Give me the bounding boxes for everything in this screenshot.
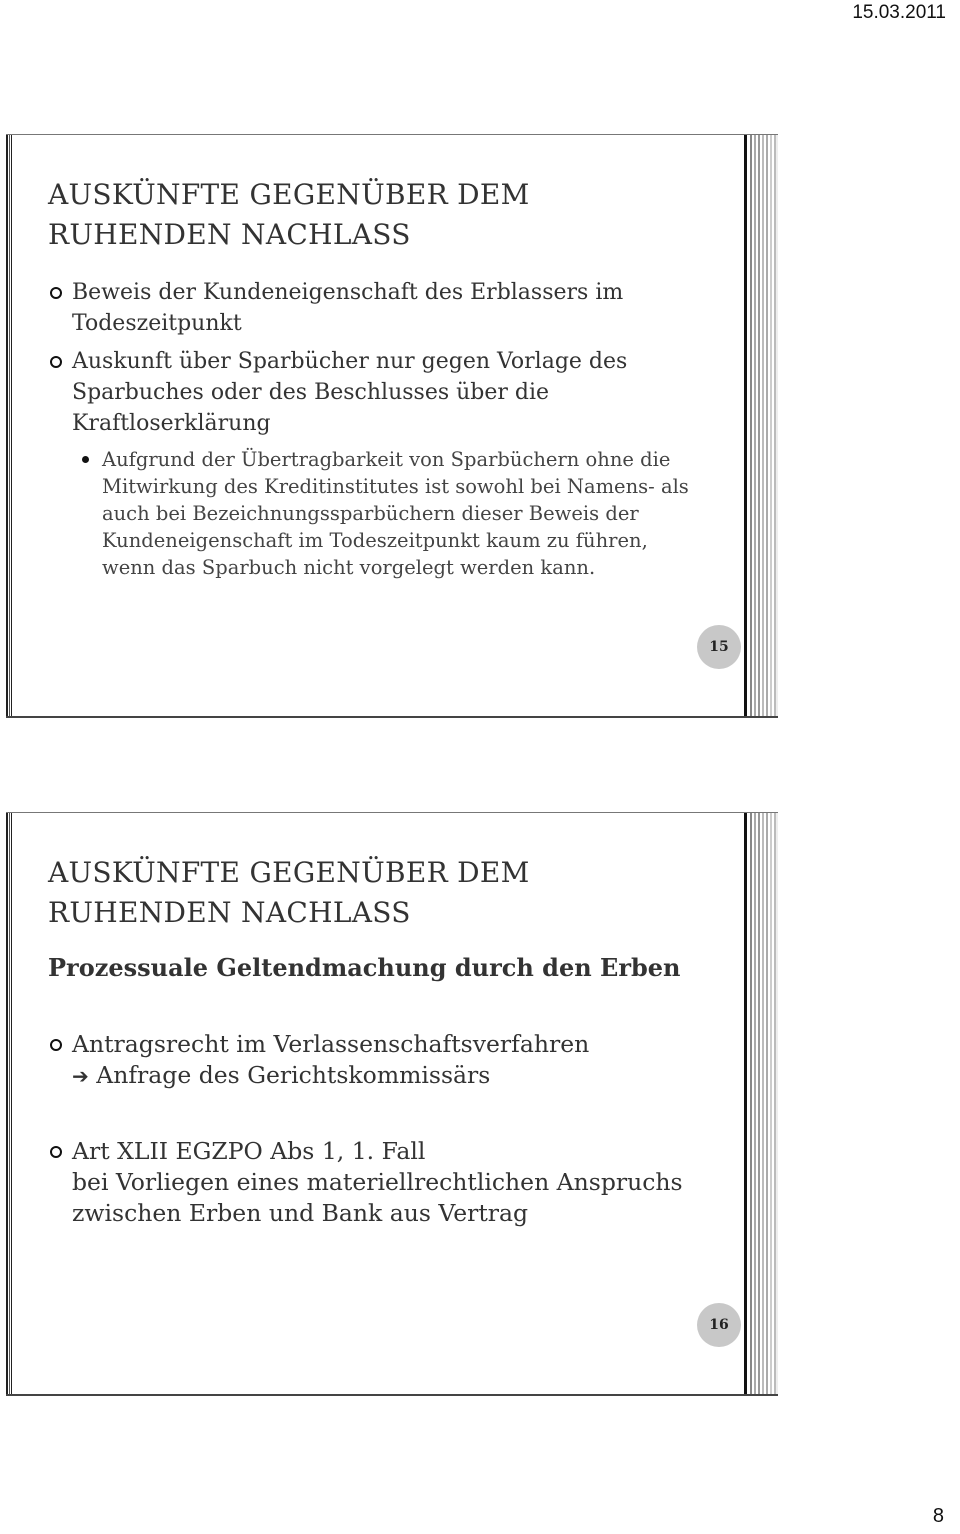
slide-16 <box>6 812 778 1396</box>
slide-15 <box>6 134 778 718</box>
page-number: 8 <box>932 1505 944 1527</box>
hollow-circle-bullet-icon <box>50 356 62 368</box>
list-item: Art XLII EGZPO Abs 1, 1. Fall bei Vorliegen eines materiellrechtlichen Anspruchs zwischen Erben und Bank aus Vertrag <box>48 1136 718 1229</box>
hollow-circle-bullet-icon <box>50 1146 62 1158</box>
slide-title <box>48 175 530 255</box>
title-line-2: RUHENDEN NACHLASS <box>48 896 411 929</box>
title-line-1: AUSKÜNFTE GEGENÜBER DEM <box>48 178 530 211</box>
bullet-list <box>48 1029 718 1229</box>
slide-right-border <box>744 135 778 716</box>
list-item: Beweis der Kundeneigenschaft des Erblassers im Todeszeitpunkt <box>48 277 718 339</box>
hollow-circle-bullet-icon <box>50 1039 62 1051</box>
sub-list-item: Aufgrund der Übertragbarkeit von Sparbüchern ohne die Mitwirkung des Kreditinstitutes ist sowohl bei Namens- als auch bei Bezeichnungssparbüchern dieser Beweis der Kundeneigenschaft im Todeszeitpunkt kaum zu führen, wenn das Sparbuch nicht vorgelegt werden kann. <box>48 446 718 581</box>
slide-subtitle: Prozessuale Geltendmachung durch den Erben <box>48 953 681 982</box>
slide-left-border <box>6 135 12 716</box>
arrow-right-icon: ➔ <box>72 1064 89 1088</box>
bullet-list <box>48 277 718 581</box>
list-item: Antragsrecht im Verlassenschaftsverfahren ➔ Anfrage des Gerichtskommissärs <box>48 1029 718 1092</box>
dot-bullet-icon <box>82 456 89 463</box>
hollow-circle-bullet-icon <box>50 287 62 299</box>
slide-title <box>48 853 530 933</box>
slide-number-badge: 15 <box>697 625 741 669</box>
slide-left-border <box>6 813 12 1394</box>
slide-right-border <box>744 813 778 1394</box>
title-line-1: AUSKÜNFTE GEGENÜBER DEM <box>48 856 530 889</box>
list-item: Auskunft über Sparbücher nur gegen Vorlage des Sparbuches oder des Beschlusses über die Kraftloserklärung <box>48 346 718 439</box>
slide-number-badge: 16 <box>697 1303 741 1347</box>
page-date: 15.03.2011 <box>852 2 946 23</box>
title-line-2: RUHENDEN NACHLASS <box>48 218 411 251</box>
